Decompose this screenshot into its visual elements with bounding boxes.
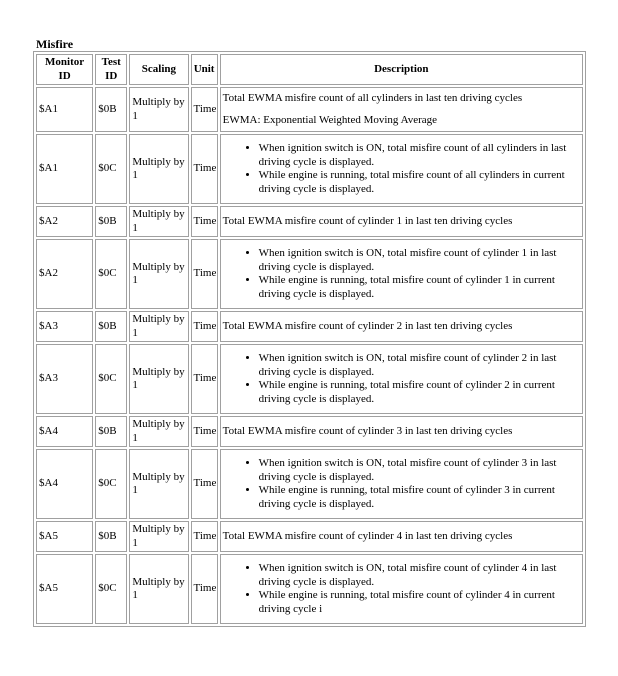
header-scaling: Scaling (129, 54, 188, 85)
scaling-cell: Multiply by 1 (129, 344, 188, 414)
test-id-cell: $0C (95, 554, 127, 624)
table-row (36, 416, 583, 447)
table-row (36, 521, 583, 552)
monitor-id-cell: $A2 (36, 239, 93, 309)
scaling-cell: Multiply by 1 (129, 449, 188, 519)
monitor-id-cell: $A5 (36, 521, 93, 552)
bullet-item: • While engine is running, total misfire count of cylinder 3 in current driving cycle is displayed. (259, 484, 580, 511)
bullet-item: • While engine is running, total misfire count of all cylinders in current driving cycle is displayed. (259, 169, 580, 196)
table-row (36, 449, 583, 519)
table-row (36, 206, 583, 237)
scaling-cell: Multiply by 1 (129, 206, 188, 237)
unit-cell: Time (191, 449, 218, 519)
header-unit: Unit (191, 54, 218, 85)
table-row (36, 311, 583, 342)
description-text: Total EWMA misfire count of all cylinders in last ten driving cycles (222, 91, 523, 104)
header-test-id: Test ID (95, 54, 127, 85)
monitor-id-cell: $A1 (36, 134, 93, 204)
table-row (36, 134, 583, 204)
description-bullets (223, 247, 580, 301)
description-text: Total EWMA misfire count of cylinder 4 in last ten driving cycles (222, 529, 513, 542)
test-id-cell: $0B (95, 521, 127, 552)
description-cell (220, 87, 583, 132)
description-cell (220, 311, 583, 342)
bullet-item: • When ignition switch is ON, total misfire count of cylinder 3 in last driving cycle is displayed. (259, 457, 580, 484)
description-bullets (223, 142, 580, 196)
header-description: Description (220, 54, 583, 85)
bullet-item: • When ignition switch is ON, total misfire count of cylinder 2 in last driving cycle is displayed. (259, 352, 580, 379)
header-monitor-id: Monitor ID (36, 54, 93, 85)
table-row (36, 554, 583, 624)
description-text: Total EWMA misfire count of cylinder 2 in last ten driving cycles (222, 319, 513, 332)
misfire-table (33, 51, 586, 627)
description-cell (220, 239, 583, 309)
test-id-cell: $0C (95, 449, 127, 519)
monitor-id-cell: $A4 (36, 449, 93, 519)
unit-cell: Time (191, 87, 218, 132)
description-cell (220, 206, 583, 237)
monitor-id-cell: $A2 (36, 206, 93, 237)
unit-cell: Time (191, 344, 218, 414)
description-cell (220, 134, 583, 204)
section-title: Misfire (36, 37, 74, 51)
description-bullets (223, 562, 580, 616)
test-id-cell: $0C (95, 344, 127, 414)
bullet-item: • When ignition switch is ON, total misfire count of cylinder 4 in last driving cycle is displayed. (259, 562, 580, 589)
description-cell (220, 521, 583, 552)
description-bullets (223, 352, 580, 406)
unit-cell: Time (191, 311, 218, 342)
test-id-cell: $0C (95, 134, 127, 204)
bullet-item: • While engine is running, total misfire count of cylinder 1 in current driving cycle is displayed. (259, 274, 580, 301)
description-note: EWMA: Exponential Weighted Moving Average (222, 114, 438, 126)
description-text: Total EWMA misfire count of cylinder 3 in last ten driving cycles (222, 424, 513, 437)
table-row (36, 344, 583, 414)
scaling-cell: Multiply by 1 (129, 134, 188, 204)
monitor-id-cell: $A3 (36, 311, 93, 342)
description-cell (220, 344, 583, 414)
monitor-id-cell: $A1 (36, 87, 93, 132)
description-bullets (223, 457, 580, 511)
monitor-id-cell: $A5 (36, 554, 93, 624)
scaling-cell: Multiply by 1 (129, 416, 188, 447)
test-id-cell: $0B (95, 206, 127, 237)
description-cell (220, 449, 583, 519)
test-id-cell: $0C (95, 239, 127, 309)
scaling-cell: Multiply by 1 (129, 521, 188, 552)
test-id-cell: $0B (95, 416, 127, 447)
bullet-item: • While engine is running, total misfire count of cylinder 2 in current driving cycle is displayed. (259, 379, 580, 406)
description-cell (220, 416, 583, 447)
table-row (36, 239, 583, 309)
unit-cell: Time (191, 206, 218, 237)
scaling-cell: Multiply by 1 (129, 87, 188, 132)
test-id-cell: $0B (95, 87, 127, 132)
scaling-cell: Multiply by 1 (129, 311, 188, 342)
unit-cell: Time (191, 134, 218, 204)
description-text: Total EWMA misfire count of cylinder 1 in last ten driving cycles (222, 214, 513, 227)
scaling-cell: Multiply by 1 (129, 239, 188, 309)
unit-cell: Time (191, 521, 218, 552)
unit-cell: Time (191, 554, 218, 624)
unit-cell: Time (191, 239, 218, 309)
scaling-cell: Multiply by 1 (129, 554, 188, 624)
bullet-item: • When ignition switch is ON, total misfire count of cylinder 1 in last driving cycle is displayed. (259, 247, 580, 274)
unit-cell: Time (191, 416, 218, 447)
description-cell (220, 554, 583, 624)
header-row (36, 54, 583, 85)
monitor-id-cell: $A4 (36, 416, 93, 447)
monitor-id-cell: $A3 (36, 344, 93, 414)
bullet-item: • While engine is running, total misfire count of cylinder 4 in current driving cycle i (259, 589, 580, 616)
test-id-cell: $0B (95, 311, 127, 342)
table-row (36, 87, 583, 132)
bullet-item: • When ignition switch is ON, total misfire count of all cylinders in last driving cycle is displayed. (259, 142, 580, 169)
